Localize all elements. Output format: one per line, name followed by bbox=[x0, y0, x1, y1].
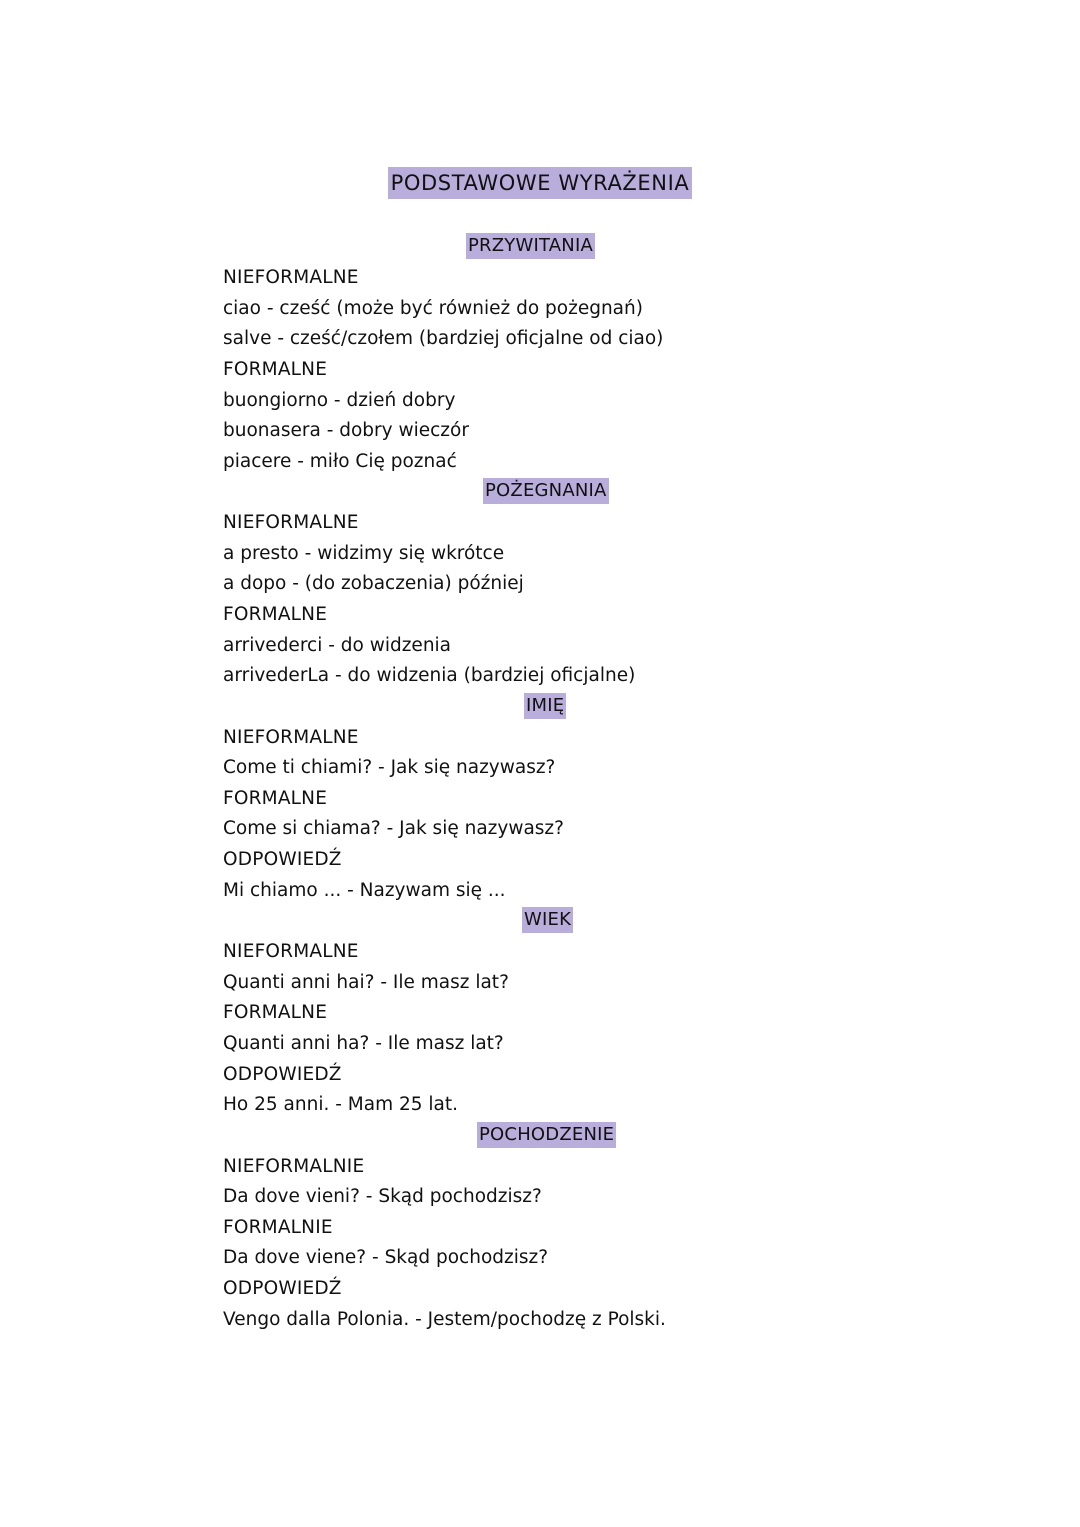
section-heading-pozegnania bbox=[483, 476, 609, 506]
section-heading-label: IMIĘ bbox=[524, 693, 566, 719]
section-heading-label: POCHODZENIE bbox=[477, 1122, 616, 1148]
page-title: PODSTAWOWE WYRAŻENIA bbox=[388, 167, 693, 199]
phrase-line: Come ti chiami? - Jak się nazywasz? bbox=[223, 757, 556, 778]
phrase-line: piacere - miło Cię poznać bbox=[223, 451, 457, 472]
phrase-line: Vengo dalla Polonia. - Jestem/pochodzę z Polski. bbox=[223, 1309, 666, 1330]
register-label: NIEFORMALNIE bbox=[223, 1156, 365, 1177]
register-label: FORMALNE bbox=[223, 1002, 328, 1023]
register-label: FORMALNE bbox=[223, 604, 328, 625]
phrase-line: Quanti anni ha? - Ile masz lat? bbox=[223, 1033, 504, 1054]
phrase-line: a presto - widzimy się wkrótce bbox=[223, 543, 505, 564]
register-label: FORMALNE bbox=[223, 788, 328, 809]
phrase-line: Ho 25 anni. - Mam 25 lat. bbox=[223, 1094, 459, 1115]
section-heading-przywitania bbox=[466, 231, 595, 261]
phrase-line: arrivederLa - do widzenia (bardziej oficjalne) bbox=[223, 665, 636, 686]
phrase-line: a dopo - (do zobaczenia) później bbox=[223, 573, 524, 594]
phrase-line: buonasera - dobry wieczór bbox=[223, 420, 469, 441]
register-label: NIEFORMALNE bbox=[223, 267, 359, 288]
answer-label: ODPOWIEDŹ bbox=[223, 1064, 342, 1085]
register-label: FORMALNE bbox=[223, 359, 328, 380]
section-heading-imie bbox=[524, 691, 566, 721]
page-title-wrapper bbox=[0, 167, 1080, 199]
section-heading-label: PRZYWITANIA bbox=[466, 233, 595, 259]
phrase-line: Come si chiama? - Jak się nazywasz? bbox=[223, 818, 564, 839]
section-heading-label: WIEK bbox=[522, 907, 573, 933]
phrase-line: Da dove viene? - Skąd pochodzisz? bbox=[223, 1247, 549, 1268]
phrase-line: salve - cześć/czołem (bardziej oficjalne od ciao) bbox=[223, 328, 664, 349]
register-label: NIEFORMALNE bbox=[223, 941, 359, 962]
phrase-line: Da dove vieni? - Skąd pochodzisz? bbox=[223, 1186, 542, 1207]
phrase-line: buongiorno - dzień dobry bbox=[223, 390, 456, 411]
register-label: NIEFORMALNE bbox=[223, 512, 359, 533]
phrase-line: Mi chiamo ... - Nazywam się ... bbox=[223, 880, 506, 901]
phrase-line: Quanti anni hai? - Ile masz lat? bbox=[223, 972, 509, 993]
section-heading-pochodzenie bbox=[477, 1120, 616, 1150]
section-heading-label: POŻEGNANIA bbox=[483, 478, 609, 504]
register-label: NIEFORMALNE bbox=[223, 727, 359, 748]
phrase-line: arrivederci - do widzenia bbox=[223, 635, 452, 656]
answer-label: ODPOWIEDŹ bbox=[223, 849, 342, 870]
answer-label: ODPOWIEDŹ bbox=[223, 1278, 342, 1299]
section-heading-wiek bbox=[522, 905, 573, 935]
phrase-line: ciao - cześć (może być również do pożegnań) bbox=[223, 298, 643, 319]
register-label: FORMALNIE bbox=[223, 1217, 333, 1238]
